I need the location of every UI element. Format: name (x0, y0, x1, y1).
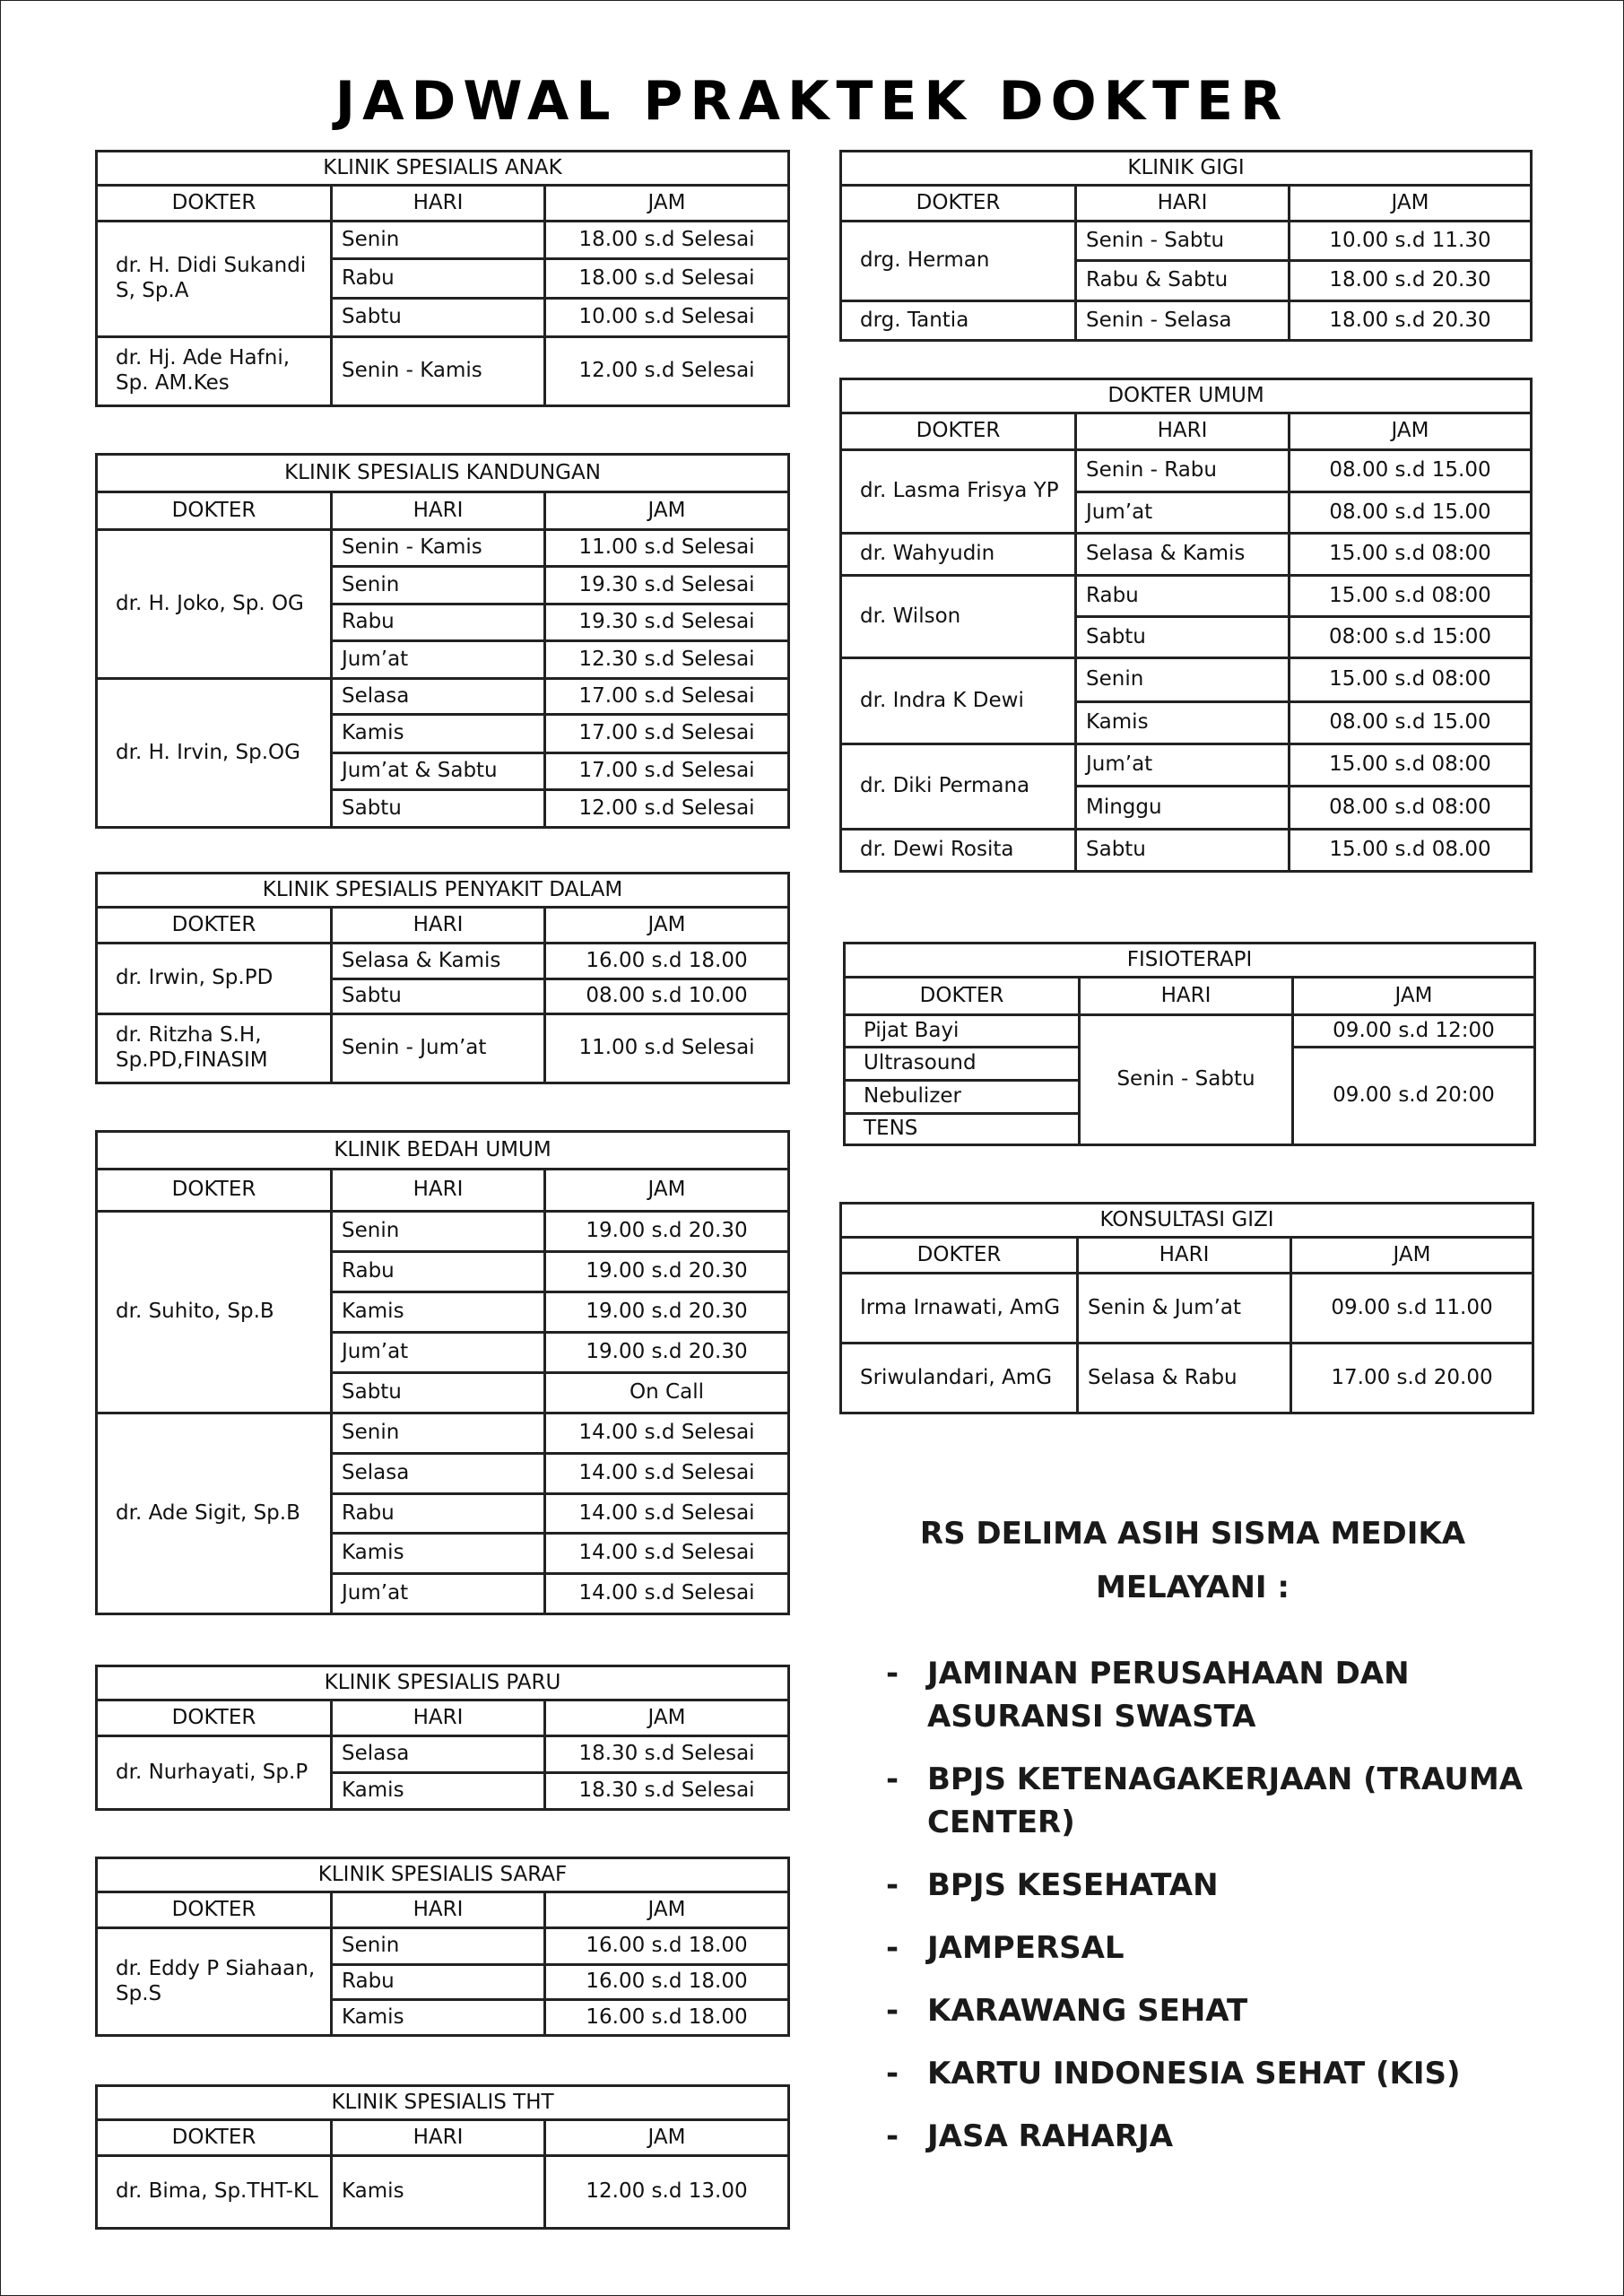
service-item-label: JAMPERSAL (927, 1930, 1125, 1966)
column-header-time: JAM (545, 1170, 789, 1212)
schedule-day: Rabu (332, 259, 545, 299)
table-row (841, 658, 1532, 702)
schedule-time: 09.00 s.d 12:00 (1293, 1015, 1535, 1048)
services-panel (843, 1507, 1614, 2178)
page-title: JADWAL PRAKTEK DOKTER (334, 70, 1290, 133)
schedule-time: 17.00 s.d Selesai (545, 715, 789, 753)
schedule-time: 14.00 s.d Selesai (545, 1574, 789, 1614)
schedule-day: Kamis (332, 715, 545, 753)
klinik-penyakit-dalam-table (95, 872, 790, 1084)
schedule-day: Senin - Rabu (1076, 450, 1290, 492)
klinik-anak-table (95, 150, 790, 407)
column-header-doctor: DOKTER (97, 1892, 332, 1928)
service-item-label: BPJS KETENAGAKERJAAN (TRAUMA CENTER) (927, 1761, 1524, 1840)
bullet-dash: - (886, 1930, 899, 1966)
doctor-name: dr. Eddy P Siahaan, Sp.S (97, 1928, 332, 2036)
table-title: KLINIK SPESIALIS PENYAKIT DALAM (97, 874, 789, 908)
services-subheading: MELAYANI : (1095, 1570, 1290, 1605)
schedule-day: Senin (332, 1413, 545, 1454)
column-header-doctor: DOKTER (841, 1238, 1078, 1274)
schedule-time: 08.00 s.d 15.00 (1290, 492, 1532, 534)
schedule-time: 18.00 s.d 20.30 (1290, 261, 1532, 301)
doctor-name: dr. Wahyudin (841, 534, 1076, 576)
schedule-day: Jum’at (332, 1333, 545, 1373)
hospital-name: RS DELIMA ASIH SISMA MEDIKA (919, 1516, 1466, 1552)
schedule-time: 16.00 s.d 18.00 (545, 1965, 789, 2000)
schedule-day: Rabu (332, 1965, 545, 2000)
column-header-doctor: DOKTER (97, 186, 332, 222)
schedule-time: 19.00 s.d 20.30 (545, 1212, 789, 1252)
column-header-doctor: DOKTER (845, 978, 1080, 1015)
column-header-time: JAM (1293, 978, 1535, 1015)
schedule-time: 17.00 s.d Selesai (545, 679, 789, 715)
schedule-time: 08.00 s.d 10.00 (545, 979, 789, 1014)
schedule-day: Jum’at (1076, 744, 1290, 787)
bullet-dash: - (886, 2056, 899, 2092)
konsultasi-gizi-table (839, 1202, 1534, 1414)
schedule-day: Kamis (332, 2156, 545, 2229)
schedule-time: 19.30 s.d Selesai (545, 567, 789, 604)
service-item (843, 2115, 1614, 2158)
schedule-time: 17.00 s.d Selesai (545, 753, 789, 790)
schedule-time: 12.00 s.d Selesai (545, 790, 789, 828)
schedule-day: Selasa (332, 1736, 545, 1773)
schedule-time: 11.00 s.d Selesai (545, 530, 789, 567)
doctor-name: dr. Nurhayati, Sp.P (97, 1736, 332, 1810)
schedule-day: Sabtu (332, 790, 545, 828)
schedule-time: 19.30 s.d Selesai (545, 604, 789, 641)
table-row (841, 1344, 1533, 1413)
column-header-day: HARI (332, 1700, 545, 1736)
schedule-day: Senin (332, 1212, 545, 1252)
schedule-time: 15.00 s.d 08:00 (1290, 744, 1532, 787)
column-header-day: HARI (1078, 1238, 1291, 1274)
column-header-time: JAM (545, 1700, 789, 1736)
schedule-day: Jum’at (332, 641, 545, 679)
service-item-label: JAMINAN PERUSAHAAN DAN ASURANSI SWASTA (927, 1656, 1410, 1735)
doctor-name: dr. Diki Permana (841, 744, 1076, 830)
table-row (841, 744, 1532, 787)
klinik-saraf-table (95, 1857, 790, 2037)
schedule-time: 19.00 s.d 20.30 (545, 1252, 789, 1292)
schedule-time: 08.00 s.d 08:00 (1290, 787, 1532, 830)
schedule-time: 14.00 s.d Selesai (545, 1454, 789, 1494)
table-row (97, 679, 789, 715)
service-name: Pijat Bayi (845, 1015, 1080, 1048)
schedule-day: Rabu & Sabtu (1076, 261, 1290, 301)
table-row (841, 450, 1532, 492)
schedule-time: On Call (545, 1373, 789, 1413)
column-header-day: HARI (1080, 978, 1293, 1015)
column-header-day: HARI (332, 1170, 545, 1212)
table-title: KLINIK SPESIALIS PARU (97, 1666, 789, 1700)
schedule-day: Kamis (332, 1773, 545, 1810)
column-header-doctor: DOKTER (841, 186, 1076, 222)
service-item-label: KARAWANG SEHAT (927, 1993, 1248, 2029)
schedule-time: 14.00 s.d Selesai (545, 1534, 789, 1574)
table-title: KLINIK SPESIALIS ANAK (97, 152, 789, 186)
bullet-dash: - (886, 1656, 899, 1692)
schedule-day: Senin (1076, 658, 1290, 702)
column-header-doctor: DOKTER (97, 1170, 332, 1212)
schedule-day: Selasa & Kamis (332, 944, 545, 979)
service-item-label: BPJS KESEHATAN (927, 1867, 1219, 1903)
schedule-day: Jum’at (1076, 492, 1290, 534)
klinik-gigi-table (839, 150, 1533, 342)
column-header-time: JAM (1290, 413, 1532, 450)
schedule-day: Selasa & Rabu (1078, 1344, 1291, 1413)
table-row (97, 2156, 789, 2229)
table-row (841, 576, 1532, 617)
column-header-doctor: DOKTER (841, 413, 1076, 450)
doctor-name: Irma Irnawati, AmG (841, 1274, 1078, 1344)
table-row (97, 1736, 789, 1773)
schedule-time: 16.00 s.d 18.00 (545, 1928, 789, 1965)
schedule-day: Senin - Kamis (332, 530, 545, 567)
column-header-doctor: DOKTER (97, 908, 332, 944)
table-title: KLINIK SPESIALIS KANDUNGAN (97, 455, 789, 492)
column-header-day: HARI (332, 2120, 545, 2156)
schedule-time: 10.00 s.d Selesai (545, 299, 789, 337)
table-title: KONSULTASI GIZI (841, 1204, 1533, 1238)
schedule-day: Jum’at (332, 1574, 545, 1614)
klinik-bedah-table (95, 1130, 790, 1615)
service-item (843, 1989, 1614, 2032)
schedule-day: Senin - Selasa (1076, 301, 1290, 341)
column-header-time: JAM (545, 186, 789, 222)
table-row (97, 337, 789, 406)
table-title: KLINIK SPESIALIS THT (97, 2086, 789, 2120)
schedule-time: 12.00 s.d Selesai (545, 337, 789, 406)
doctor-name: dr. Hj. Ade Hafni, Sp. AM.Kes (97, 337, 332, 406)
schedule-time: 12.00 s.d 13.00 (545, 2156, 789, 2229)
schedule-time: 12.30 s.d Selesai (545, 641, 789, 679)
dokter-umum-table (839, 378, 1533, 873)
table-row (841, 534, 1532, 576)
column-header-day: HARI (1076, 413, 1290, 450)
table-row (841, 301, 1532, 341)
doctor-name: dr. Lasma Frisya YP (841, 450, 1076, 534)
schedule-day: Sabtu (332, 1373, 545, 1413)
schedule-time: 16.00 s.d 18.00 (545, 2000, 789, 2036)
schedule-time: 19.00 s.d 20.30 (545, 1333, 789, 1373)
doctor-name: dr. H. Didi Sukandi S, Sp.A (97, 222, 332, 337)
schedule-day: Kamis (332, 2000, 545, 2036)
table-row (97, 222, 789, 259)
schedule-time: 11.00 s.d Selesai (545, 1014, 789, 1083)
service-item (843, 1926, 1614, 1970)
schedule-time: 09.00 s.d 20:00 (1293, 1048, 1535, 1145)
table-title: DOKTER UMUM (841, 379, 1532, 413)
schedule-time: 15.00 s.d 08:00 (1290, 658, 1532, 702)
schedule-day: Jum’at & Sabtu (332, 753, 545, 790)
schedule-day: Senin - Kamis (332, 337, 545, 406)
schedule-time: 08:00 s.d 15:00 (1290, 617, 1532, 658)
column-header-day: HARI (332, 492, 545, 530)
schedule-day: Sabtu (332, 299, 545, 337)
service-item-label: JASA RAHARJA (927, 2118, 1174, 2154)
schedule-day: Rabu (332, 1252, 545, 1292)
schedule-time: 15.00 s.d 08:00 (1290, 576, 1532, 617)
schedule-day: Senin (332, 222, 545, 259)
schedule-time: 17.00 s.d 20.00 (1291, 1344, 1533, 1413)
schedule-day: Selasa (332, 1454, 545, 1494)
schedule-day: Senin (332, 1928, 545, 1965)
table-row (97, 1413, 789, 1454)
doctor-name: dr. Irwin, Sp.PD (97, 944, 332, 1014)
service-item-label: KARTU INDONESIA SEHAT (KIS) (927, 2056, 1461, 2092)
schedule-day: Senin (332, 567, 545, 604)
table-title: FISIOTERAPI (845, 944, 1535, 978)
column-header-doctor: DOKTER (97, 2120, 332, 2156)
schedule-time: 19.00 s.d 20.30 (545, 1292, 789, 1333)
schedule-day: Kamis (1076, 702, 1290, 744)
doctor-name: drg. Herman (841, 222, 1076, 301)
schedule-day: Kamis (332, 1534, 545, 1574)
services-list (843, 1652, 1614, 2158)
column-header-time: JAM (545, 2120, 789, 2156)
schedule-time: 08.00 s.d 15.00 (1290, 702, 1532, 744)
doctor-name: dr. H. Joko, Sp. OG (97, 530, 332, 679)
schedule-day: Sabtu (1076, 830, 1290, 872)
table-row (97, 1928, 789, 1965)
schedule-time: 18.00 s.d Selesai (545, 222, 789, 259)
bullet-dash: - (886, 1993, 899, 2029)
service-item (843, 2052, 1614, 2095)
schedule-time: 09.00 s.d 11.00 (1291, 1274, 1533, 1344)
column-header-day: HARI (332, 186, 545, 222)
schedule-day: Rabu (332, 1494, 545, 1534)
klinik-paru-table (95, 1665, 790, 1811)
schedule-time: 10.00 s.d 11.30 (1290, 222, 1532, 261)
schedule-time: 18.00 s.d 20.30 (1290, 301, 1532, 341)
doctor-name: dr. Suhito, Sp.B (97, 1212, 332, 1413)
schedule-time: 18.00 s.d Selesai (545, 259, 789, 299)
doctor-name: drg. Tantia (841, 301, 1076, 341)
schedule-day: Senin - Sabtu (1080, 1015, 1293, 1145)
schedule-time: 14.00 s.d Selesai (545, 1413, 789, 1454)
klinik-kandungan-table (95, 453, 790, 829)
table-row (97, 1212, 789, 1252)
schedule-day: Selasa (332, 679, 545, 715)
column-header-time: JAM (545, 1892, 789, 1928)
schedule-day: Senin - Jum’at (332, 1014, 545, 1083)
column-header-day: HARI (332, 908, 545, 944)
doctor-name: dr. Indra K Dewi (841, 658, 1076, 744)
column-header-day: HARI (1076, 186, 1290, 222)
schedule-day: Sabtu (1076, 617, 1290, 658)
doctor-name: dr. Wilson (841, 576, 1076, 658)
schedule-time: 08.00 s.d 15.00 (1290, 450, 1532, 492)
schedule-day: Senin - Sabtu (1076, 222, 1290, 261)
fisioterapi-table (843, 942, 1536, 1146)
table-title: KLINIK GIGI (841, 152, 1532, 186)
doctor-name: Sriwulandari, AmG (841, 1344, 1078, 1413)
doctor-name: dr. Ritzha S.H, Sp.PD,FINASIM (97, 1014, 332, 1083)
column-header-time: JAM (545, 908, 789, 944)
schedule-day: Selasa & Kamis (1076, 534, 1290, 576)
bullet-dash: - (886, 2118, 899, 2154)
service-item (843, 1652, 1614, 1738)
schedule-day: Rabu (1076, 576, 1290, 617)
column-header-time: JAM (1290, 186, 1532, 222)
table-title: KLINIK SPESIALIS SARAF (97, 1858, 789, 1892)
doctor-name: dr. H. Irvin, Sp.OG (97, 679, 332, 828)
klinik-tht-table (95, 2084, 790, 2230)
bullet-dash: - (886, 1761, 899, 1797)
service-name: Nebulizer (845, 1081, 1080, 1114)
table-row (841, 1274, 1533, 1344)
column-header-doctor: DOKTER (97, 492, 332, 530)
schedule-day: Senin & Jum’at (1078, 1274, 1291, 1344)
table-row (841, 830, 1532, 872)
schedule-time: 18.30 s.d Selesai (545, 1736, 789, 1773)
column-header-day: HARI (332, 1892, 545, 1928)
column-header-doctor: DOKTER (97, 1700, 332, 1736)
schedule-time: 16.00 s.d 18.00 (545, 944, 789, 979)
doctor-name: dr. Ade Sigit, Sp.B (97, 1413, 332, 1614)
doctor-name: dr. Dewi Rosita (841, 830, 1076, 872)
schedule-time: 18.30 s.d Selesai (545, 1773, 789, 1810)
service-item (843, 1864, 1614, 1907)
schedule-day: Minggu (1076, 787, 1290, 830)
table-row (841, 222, 1532, 261)
doctor-name: dr. Bima, Sp.THT-KL (97, 2156, 332, 2229)
schedule-time: 14.00 s.d Selesai (545, 1494, 789, 1534)
column-header-time: JAM (545, 492, 789, 530)
service-name: Ultrasound (845, 1048, 1080, 1081)
table-row (97, 530, 789, 567)
schedule-day: Sabtu (332, 979, 545, 1014)
schedule-time: 15.00 s.d 08.00 (1290, 830, 1532, 872)
service-item (843, 1758, 1614, 1844)
table-row (845, 1015, 1535, 1048)
column-header-time: JAM (1291, 1238, 1533, 1274)
table-title: KLINIK BEDAH UMUM (97, 1132, 789, 1170)
schedule-time: 15.00 s.d 08:00 (1290, 534, 1532, 576)
table-row (97, 1014, 789, 1083)
schedule-day: Kamis (332, 1292, 545, 1333)
bullet-dash: - (886, 1867, 899, 1903)
service-name: TENS (845, 1114, 1080, 1145)
table-row (97, 944, 789, 979)
schedule-day: Rabu (332, 604, 545, 641)
